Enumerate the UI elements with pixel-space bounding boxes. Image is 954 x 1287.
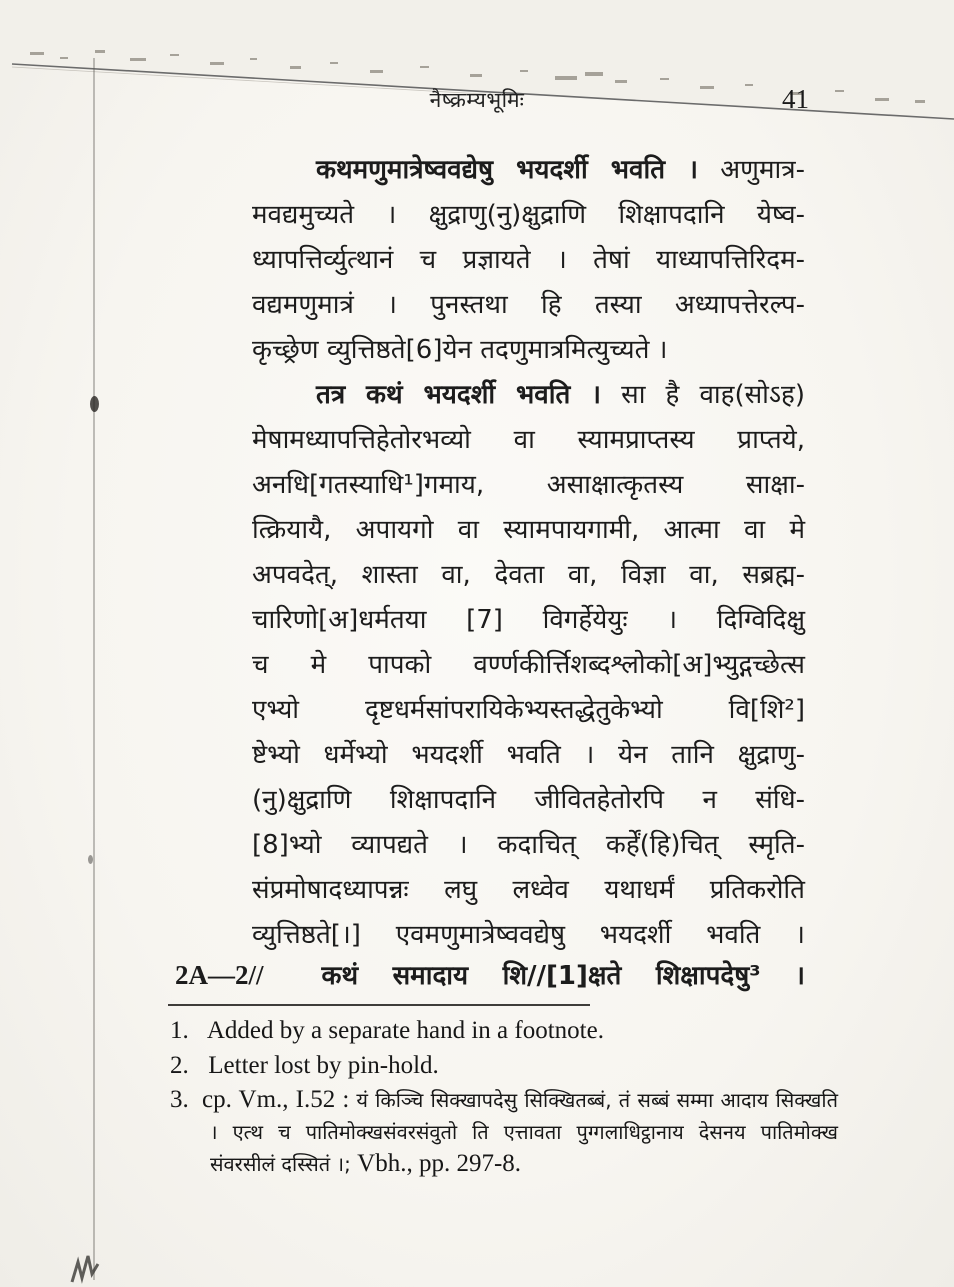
line-text: अनधि[गतस्याधि¹]गमाय, असाक्षात्कृतस्य साक्षा- — [252, 470, 805, 500]
footnote-3 — [170, 1084, 838, 1180]
footnote-citation: cp. Vm., I.52 : — [202, 1086, 357, 1113]
binding-smudge — [68, 1244, 110, 1284]
line-text: एभ्यो दृष्टधर्मसांपरायिकेभ्यस्तद्धेतुकेभ्यो वि[शि²] — [252, 695, 805, 725]
line-text: वद्यमणुमात्रं । पुनस्तथा हि तस्या अध्यापत्तेरल्प- — [252, 290, 805, 320]
footnote-number: 1. — [170, 1017, 189, 1044]
body-line — [252, 733, 805, 778]
body-line — [252, 913, 805, 958]
line-text: व्युत्तिष्ठते[।] एवमणुमात्रेष्ववद्येषु भयदर्शी भवति । — [252, 920, 805, 950]
ink-spot — [88, 855, 93, 864]
line-text: अणुमात्र- — [698, 155, 805, 185]
page-fold-line — [93, 58, 95, 1280]
footnote-2 — [170, 1049, 838, 1083]
body-line — [252, 373, 805, 418]
body-line — [252, 868, 805, 913]
footnote-citation: Vbh., pp. 297-8. — [357, 1150, 522, 1177]
line-text: सा है वाह(सोऽह) — [601, 380, 805, 410]
running-header-title: नैष्क्रम्यभूमिः — [429, 88, 525, 112]
line-text: ध्यापत्तिर्व्युत्थानं च प्रज्ञायते । तेषां याध्यापत्तिरिदम- — [252, 245, 805, 275]
body-line — [252, 328, 805, 373]
body-line — [252, 598, 805, 643]
text-column — [252, 148, 805, 958]
line-text: मेषामध्यापत्तिहेतोरभव्यो वा स्यामप्राप्तस्य प्राप्तये, — [252, 425, 805, 455]
footnote-rule — [168, 1004, 590, 1006]
body-line — [252, 823, 805, 868]
line-text: ष्टेभ्यो धर्मेभ्यो भयदर्शी भवति । येन तानि क्षुद्राणु- — [252, 740, 805, 770]
body-line — [252, 508, 805, 553]
body-line — [252, 193, 805, 238]
line-text: संप्रमोषादध्यापन्नः लघु लध्वेव यथाधर्मं प्रतिकरोति — [252, 875, 805, 905]
body-line — [252, 463, 805, 508]
footnote-text: Letter lost by pin-hold. — [208, 1052, 439, 1079]
footnote-1 — [170, 1014, 838, 1048]
body-line — [252, 148, 805, 193]
body-line — [252, 553, 805, 598]
line-text: कृच्छ्रेण व्युत्तिष्ठते[6]येन तदणुमात्रमित्युच्यते । — [252, 335, 668, 365]
line-text: त्क्रियायै, अपायगो वा स्यामपायगामी, आत्मा वा मे — [252, 515, 805, 545]
body-line — [252, 643, 805, 688]
line-text: (नु)क्षुद्राणि शिक्षापदानि जीवितहेतोरपि न संधि- — [252, 785, 805, 815]
body-line-bold: कथं समादाय शि//[1]क्षते शिक्षापदेषु³ । — [321, 961, 805, 991]
line-text: च मे पापको वर्ण्णकीर्त्तिशब्दश्लोको[अ]भ्युद्गच्छेत्स — [252, 650, 805, 680]
line-text: चारिणो[अ]धर्मतया [7] विगर्हेयेयुः । दिग्विदिक्षु — [252, 605, 805, 635]
line-text: [8]भ्यो व्यापद्यते । कदाचित् कर्हें(हि)चित् स्मृति- — [252, 830, 805, 860]
body-line — [252, 688, 805, 733]
page-number: 41 — [782, 84, 809, 114]
line-text: अपवदेत्, शास्ता वा, देवता वा, विज्ञा वा, सब्रह्म- — [252, 560, 805, 590]
footnote-pali-text: यं किञ्चि सिक्खापदेसु सिक्खितब्बं, तं सब्बं सम्मा आदाय सिक्खति । एत्थ च पातिमोक्खसंवरसंवुतो ति एत्तावता पुग्गलाधिट्ठानाय देसनय पातिमोक्ख संवरसीलं दस्सितं ।; — [210, 1088, 838, 1176]
footnote-number: 2. — [170, 1052, 189, 1079]
body-line — [252, 418, 805, 463]
body-line — [252, 238, 805, 283]
body-line — [252, 283, 805, 328]
ink-spot — [90, 396, 99, 412]
body-line — [252, 778, 805, 823]
bold-phrase: कथमणुमात्रेष्ववद्येषु भयदर्शी भवति । — [316, 155, 699, 185]
footnote-number: 3. — [170, 1086, 189, 1113]
bold-phrase: तत्र कथं भयदर्शी भवति । — [316, 380, 602, 410]
line-text: मवद्यमुच्यते । क्षुद्राणु(नु)क्षुद्राणि शिक्षापदानि येष्व- — [252, 200, 805, 230]
last-text-row — [175, 953, 805, 998]
footnotes-block — [170, 1014, 838, 1181]
footnote-text: Added by a separate hand in a footnote. — [206, 1017, 604, 1044]
folio-margin-note: 2A—2// — [175, 960, 264, 990]
